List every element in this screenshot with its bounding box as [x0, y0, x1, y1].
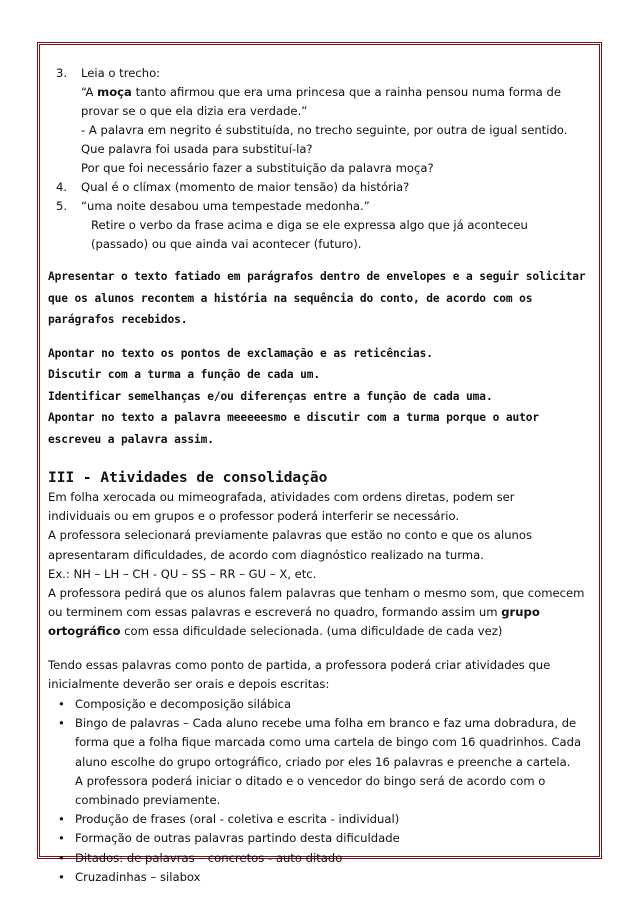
list-item: • Composição e decomposição silábica — [48, 695, 588, 714]
section-heading: III - Atividades de consolidação — [48, 470, 328, 486]
question-text: Qual é o clímax (momento de maior tensão) da história? — [81, 180, 410, 194]
list-item: • Bingo de palavras – Cada aluno recebe uma folha em branco e faz uma dobradura, de forma que a folha fique marcada como uma cartela de bingo com 16 quadrinhos. Cada aluno escolhe do grupo ortográfico, criado por eles 16 palavras e preenche a cartela. A professora poderá iniciar o ditado e o vencedor do bingo será de acordo com o combinado previamente. — [58, 716, 582, 808]
body-line: inicialmente deverão ser orais e depois escritas: — [48, 676, 330, 691]
activity-list — [48, 695, 588, 887]
bullet-icon: • — [58, 812, 65, 827]
bold-term: ortográfico — [48, 624, 121, 639]
list-item: • Cruzadinhas – silabox — [48, 868, 588, 887]
bold-term: grupo — [501, 605, 540, 620]
bullet-icon: • — [58, 716, 65, 731]
question-text: “uma noite desabou uma tempestade medonha.” — [81, 199, 370, 213]
section-paragraph-1 — [48, 488, 588, 642]
body-line: A professora pedirá que os alunos falem palavras que tenham o mesmo som, que comecem — [48, 586, 585, 601]
question-number: 5. — [56, 199, 68, 213]
list-item: • Ditados: de palavras – concretos - auto ditado — [48, 849, 588, 868]
body-line: apresentaram dificuldades, de acordo com diagnóstico realizado na turma. — [48, 547, 484, 562]
body-line: individuais ou em grupos e o professor poderá interferir se necessário. — [48, 509, 460, 524]
question-5 — [48, 197, 588, 254]
instruction-paragraph-2 — [48, 343, 588, 451]
instruction-line: que os alunos recontem a história na sequência do conto, de acordo com os — [48, 291, 533, 305]
body-line: ou terminem com essas palavras e escreverá no quadro, formando assim um grupo — [48, 605, 540, 620]
question-subtext: Retire o verbo da frase acima e diga se ele expressa algo que já aconteceu — [91, 218, 528, 232]
question-text: Leia o trecho: — [81, 66, 161, 80]
question-subtext: (passado) ou que ainda vai acontecer (futuro). — [91, 237, 362, 251]
instruction-line: Apontar no texto a palavra meeeeesmo e discutir com a turma porque o autor — [48, 411, 540, 424]
bullet-icon: • — [58, 850, 65, 865]
body-line: A professora selecionará previamente palavras que estão no conto e que os alunos — [48, 528, 533, 543]
instruction-line: Apontar no texto os pontos de exclamação e as reticências. — [48, 346, 433, 360]
list-item: • Formação de outras palavras partindo desta dificuldade — [48, 829, 588, 848]
question-number: 4. — [56, 180, 68, 194]
question-text: Que palavra foi usada para substituí-la? — [81, 142, 313, 156]
question-4 — [48, 178, 588, 197]
quote-line: “A moça tanto afirmou que era uma princesa que a rainha pensou numa forma de — [81, 85, 561, 99]
question-number: 3. — [56, 66, 68, 80]
instruction-paragraph-1 — [48, 266, 588, 331]
body-line: ortográfico com essa dificuldade selecionada. (uma dificuldade de cada vez) — [48, 624, 503, 639]
question-text: - A palavra em negrito é substituída, no trecho seguinte, por outra de igual sentido. — [81, 123, 568, 137]
bullet-icon: • — [58, 697, 65, 712]
section-paragraph-2 — [48, 656, 588, 694]
body-line: Em folha xerocada ou mimeografada, atividades com ordens diretas, podem ser — [48, 490, 515, 504]
bold-word: moça — [97, 85, 132, 99]
instruction-line: Discutir com a turma a função de cada um. — [48, 368, 321, 381]
quote-line: provar se o que ela dizia era verdade.” — [81, 104, 308, 118]
document-body — [48, 64, 588, 887]
instruction-line: Identificar semelhanças e/ou diferenças entre a função de cada uma. — [48, 389, 493, 403]
question-text: Por que foi necessário fazer a substituição da palavra moça? — [81, 161, 434, 175]
list-item: • Produção de frases (oral - coletiva e escrita - individual) — [48, 810, 588, 829]
instruction-line: escreveu a palavra assim. — [48, 432, 214, 446]
bullet-icon: • — [58, 869, 65, 884]
body-line: Tendo essas palavras como ponto de partida, a professora poderá criar atividades que — [48, 657, 551, 672]
instruction-line: Apresentar o texto fatiado em parágrafos dentro de envelopes e a seguir solicitar — [48, 270, 586, 283]
instruction-line: parágrafos recebidos. — [48, 313, 188, 326]
bullet-icon: • — [58, 831, 65, 846]
question-3 — [48, 64, 588, 178]
body-line: Ex.: NH – LH – CH - QU – SS – RR – GU – X, etc. — [48, 566, 317, 581]
